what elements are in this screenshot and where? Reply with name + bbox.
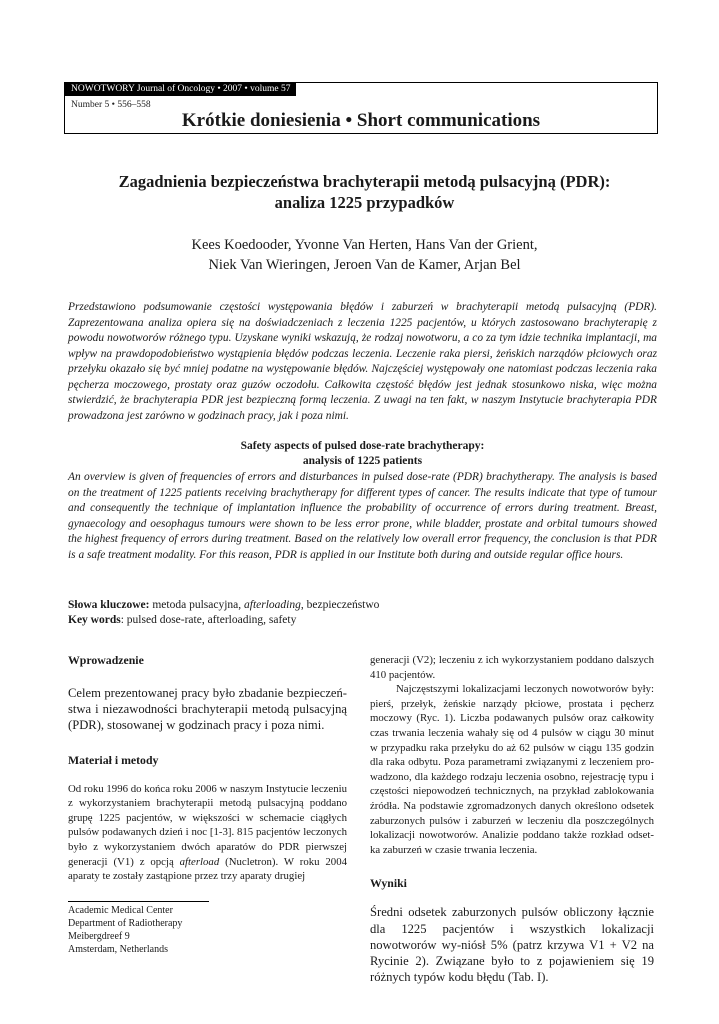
- footnote-divider: [68, 901, 209, 902]
- keywords-polish-label: Słowa kluczowe:: [68, 599, 150, 611]
- methods-heading: Materiał i metody: [68, 752, 159, 767]
- issue-number: Number 5 • 556–558: [71, 100, 151, 110]
- english-title-line-1: Safety aspects of pulsed dose-rate brachytherapy:: [240, 440, 485, 452]
- keywords-polish-text-a: metoda pulsacyjna,: [152, 599, 242, 611]
- authors-line-2: Niek Van Wieringen, Jeroen Van de Kamer, Arjan Bel: [208, 256, 521, 273]
- methods-paragraph: [68, 782, 347, 884]
- section-title: Krótkie doniesienia • Short communications: [181, 110, 541, 131]
- article-title-line-1: Zagadnienia bezpieczeństwa brachyterapii metodą pulsacyjną (PDR):: [118, 172, 611, 191]
- intro-heading: Wprowadzenie: [68, 653, 144, 667]
- journal-header: [64, 82, 658, 134]
- affiliation-footnote: [68, 904, 182, 956]
- abstract-english: An overview is given of frequencies of errors and disturbances in pulsed dose-rate (PDR) brachytherapy. The analysis is based on the treatment of 1225 patients receiving brachytherapy for different types of cancer. The results indicate that type of tumour and consequently the technique of implantation influence the probability of occurrence of errors during treatment. Breast, gynaecology and oesophagus tumours were shown to be less error prone, while bladder, prostate and orbital tumours showed the highest frequency of errors during treatment. Based on the relatively low overall error frequency, the conclusion is that PDR is a safe treatment modality. For this reason, PDR is applied in our Institute both during and outside regular office hours.: [68, 471, 657, 561]
- methods-text-b: afterload: [179, 855, 220, 868]
- affiliation-line-2: Department of Radiotherapy: [68, 918, 183, 929]
- english-title: [68, 439, 657, 469]
- intro-paragraph: Celem prezentowanej pracy było zbadanie bezpieczeń-stwa i niezawodności brachyterapii metodą pulsacyjną (PDR), stosowanej w godzinach pracy i poza nimi.: [68, 686, 347, 733]
- authors-line-1: Kees Koedooder, Yvonne Van Herten, Hans Van der Grient,: [191, 237, 538, 253]
- results-paragraph: Średni odsetek zaburzonych pulsów obliczony łącznie dla 1225 pacjentów i wszystkich lokalizacji nowotworów wy-niósł 5% (patrz krzywa V1 + V2 na Rycinie 2). Związane było to z pojawieniem się 19 różnych typów kodu błędu (Tab. I).: [370, 905, 654, 985]
- affiliation-line-3: Meibergdreef 9: [68, 931, 130, 942]
- keywords-english: [68, 613, 657, 628]
- keywords-block: [68, 598, 657, 628]
- journal-name: NOWOTWORY Journal of Oncology • 2007 • volume 57: [65, 83, 296, 96]
- english-title-line-2: analysis of 1225 patients: [302, 455, 423, 467]
- article-title: [40, 171, 689, 213]
- article-title-line-2: analiza 1225 przypadków: [274, 193, 455, 212]
- left-column: [68, 653, 347, 884]
- locations-paragraph: Najczęstszymi lokalizacjami leczonych nowotworów były: pierś, przełyk, żeńskie narządy płciowe, prostata i pęcherz moczowy (Ryc. 1). Liczba podawanych pulsów oraz całkowity czas trwania leczenia wahały się od 4 pulsów w ciągu 30 minut w przypadku raka przełyku do aż 62 pulsów w ciągu 135 godzin dla raka odbytu. Poza parametrami związanymi z leczeniem pro-wadzono, dla każdego rodzaju leczenia osobno, rejestrację typu i częstości niepowodzeń technicznych, na przykład zablokowania źródła. Na podstawie zgromadzonych danych określono odsetek zaburzonych pulsów i zaburzeń w leczeniu dla poszczególnych lokalizacji nowotworów. Analizie poddano także rozkład odset-ka zaburzeń w czasie trwania leczenia.: [370, 683, 654, 856]
- author-list: [40, 236, 689, 275]
- keywords-polish-text-c: , bezpieczeństwo: [300, 599, 380, 611]
- affiliation-line-4: Amsterdam, Netherlands: [68, 944, 168, 955]
- keywords-english-label: Key words: [68, 614, 121, 626]
- keywords-polish-text-b: afterloading: [244, 599, 301, 611]
- methods-text-c: (Nucletron). W roku 2004 aparaty te zostały zastąpione przez trzy aparaty drugiej: [68, 855, 347, 883]
- methods-continuation: generacji (V2); leczeniu z ich wykorzystaniem poddano dalszych 410 pacjentów.: [370, 654, 654, 681]
- abstract-polish: Przedstawiono podsumowanie częstości występowania błędów i zaburzeń w brachyterapii metodą pulsacyjną (PDR). Zaprezentowana analiza opiera się na doświadczeniach z leczenia 1225 pacjentów, u których zastosowano brachyterapię z powodu nowotworów różnego typu. Uzyskane wyniki wskazują, że rodzaj nowotworu, a co za tym idzie technika implantacji, ma wpływ na prawdopodobieństwo wystąpienia błędów podczas leczenia. Leczenie raka piersi, żeńskich narządów płciowych oraz przełyku okazało się być mniej podatne na występowanie błędów. Najczęściej występowały one natomiast podczas leczenia raka pęcherza moczowego, prostaty oraz guzów oczodołu. Całkowita częstość błędów jest jednak stosunkowo niska, więc można stwierdzić, że brachyterapia PDR jest bezpieczną formą leczenia. Z uwagi na ten fakt, w naszym Instytucie brachyterapia PDR prowadzona jest zarówno w godzinach pracy, jak i poza nimi.: [68, 301, 657, 422]
- results-heading: Wyniki: [370, 876, 407, 891]
- right-column: [370, 653, 654, 985]
- keywords-english-text: : pulsed dose-rate, afterloading, safety: [120, 614, 297, 626]
- keywords-polish: [68, 598, 657, 613]
- methods-text-a: Od roku 1996 do końca roku 2006 w naszym Instytucie leczeniu z wykorzystaniem brachyterapii metodą pulsacyjną poddano grupę 1225 pacjentów, w większości w schemacie ciągłych pulsów podawanych dzień i noc [1-3]. 815 pacjentów leczonych było z wykorzystaniem dwóch aparatów do PDR pierwszej generacji (V1) z opcją: [68, 782, 347, 868]
- affiliation-line-1: Academic Medical Center: [68, 905, 173, 916]
